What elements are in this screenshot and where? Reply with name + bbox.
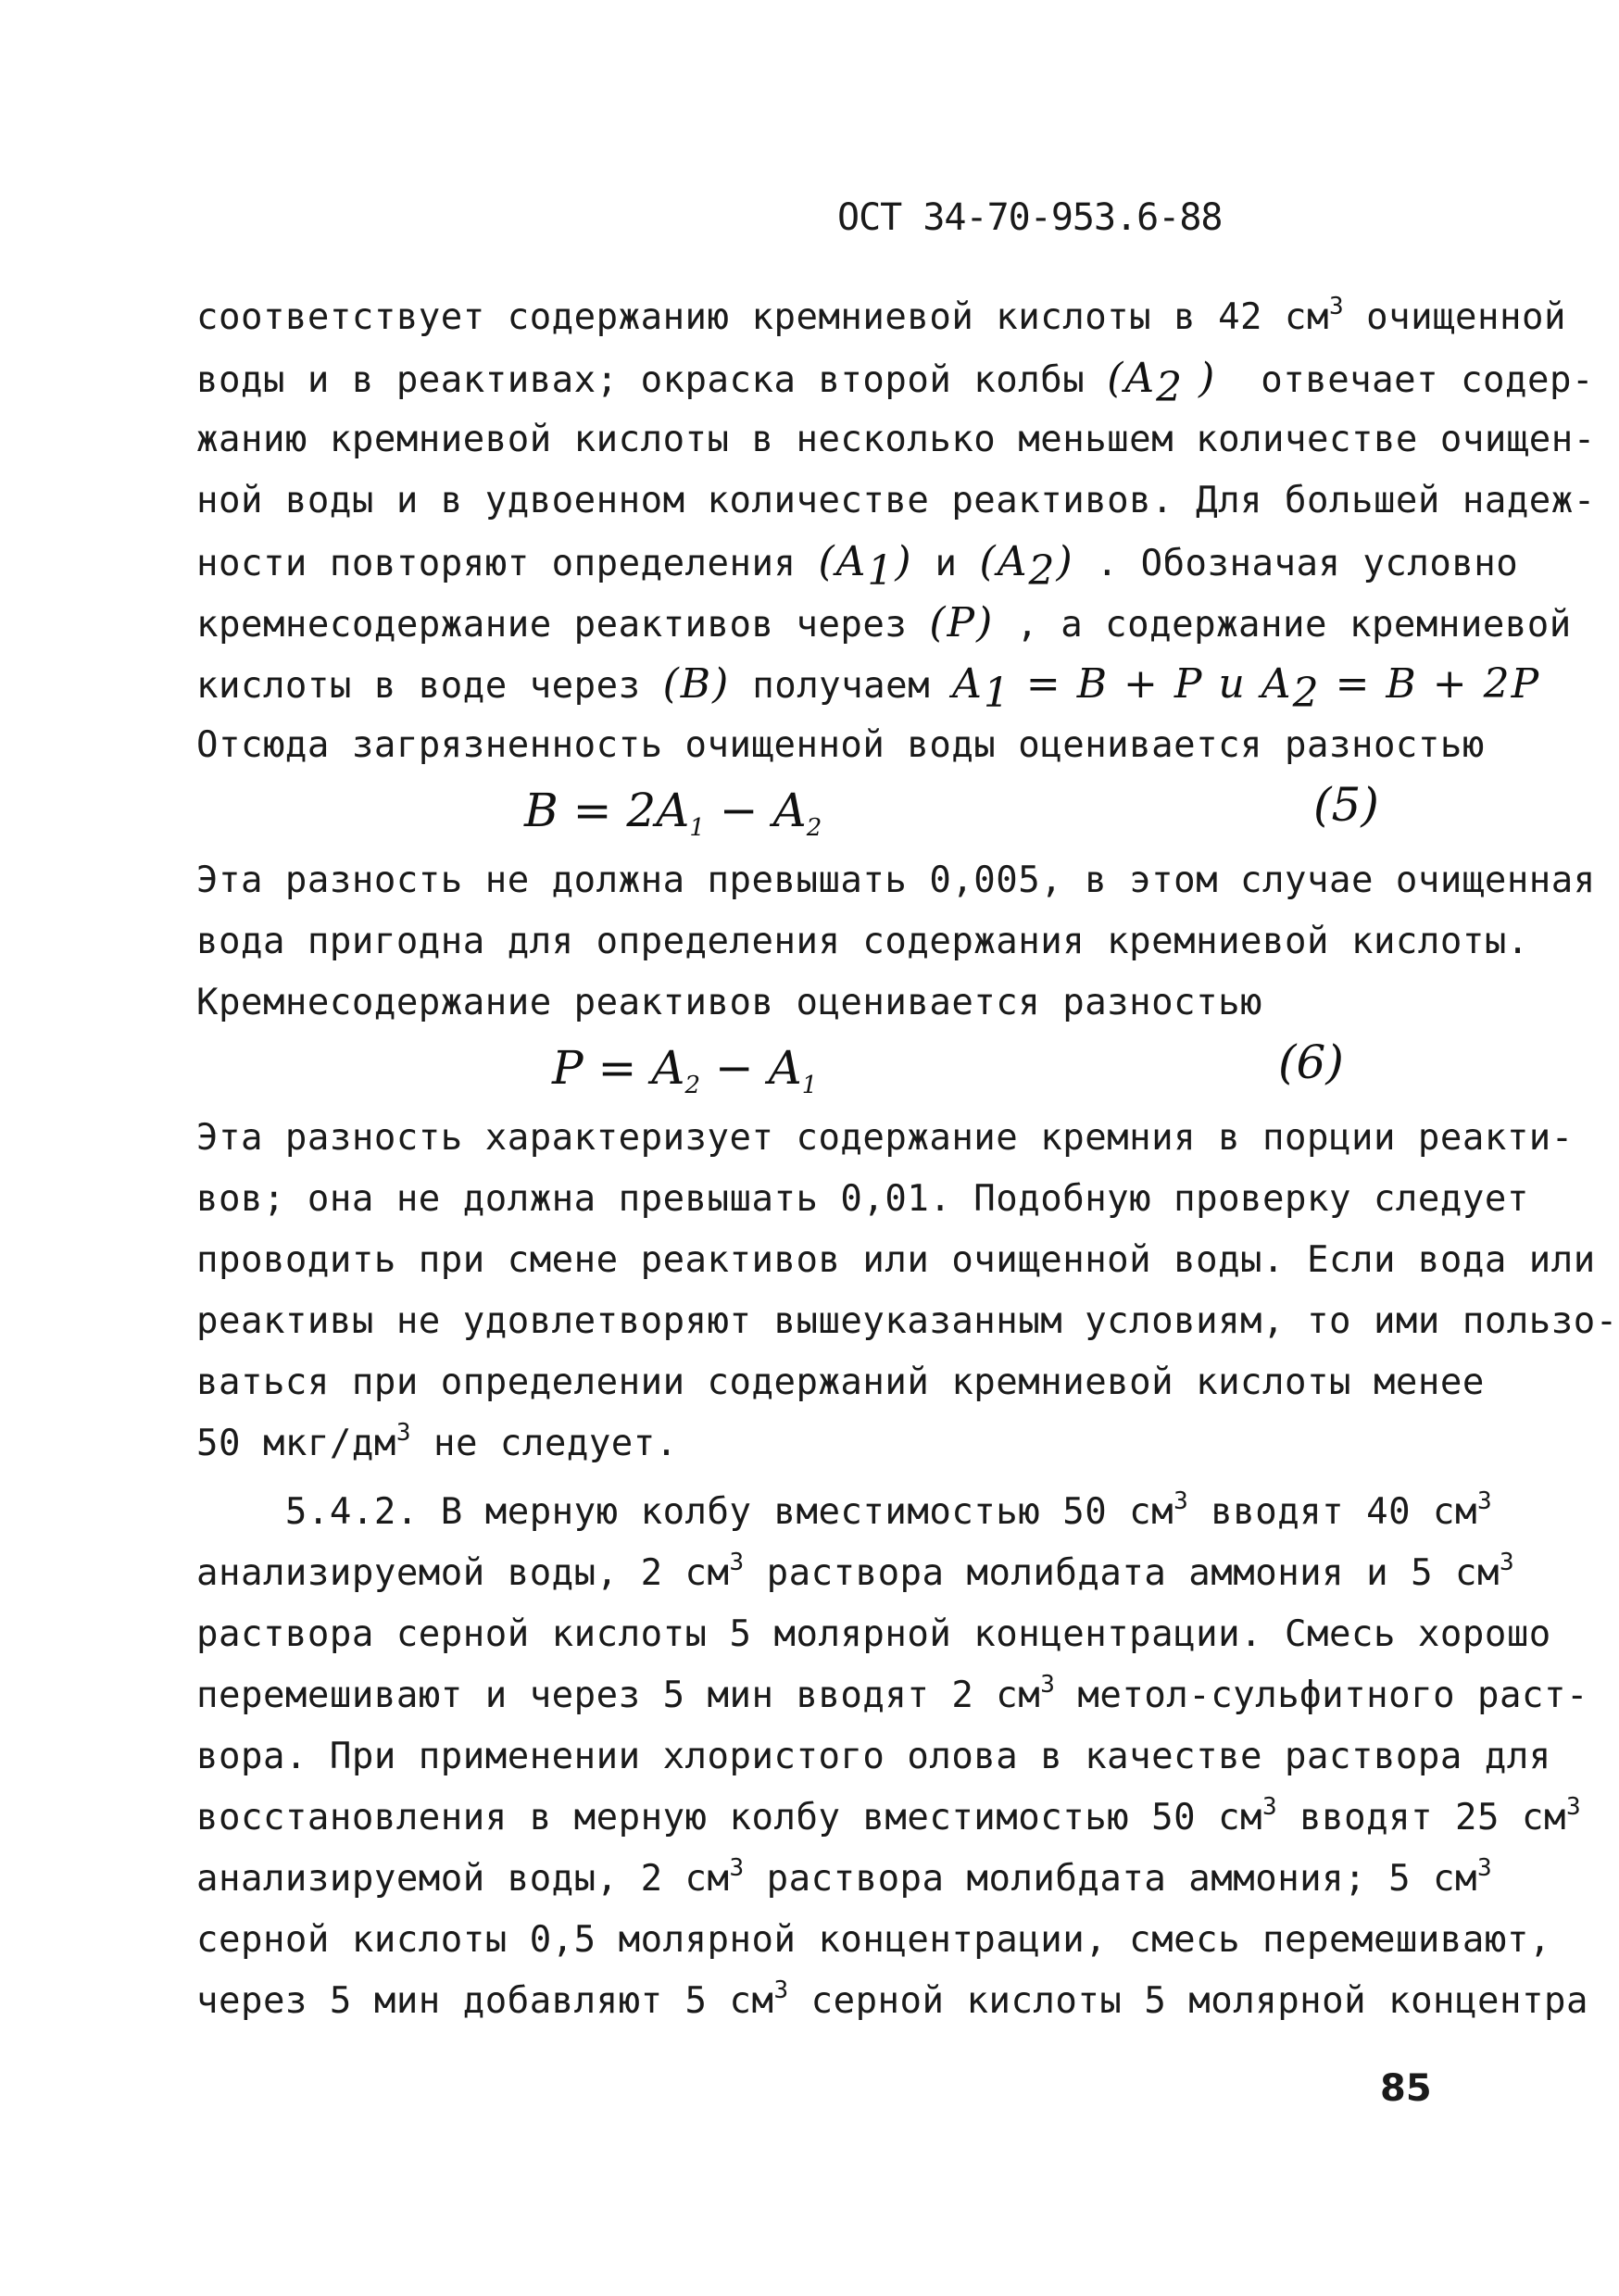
- text-line: вода пригодна для определения содержания кремниевой кислоты.: [196, 921, 1529, 962]
- text-line: раствора серной кислоты 5 молярной концентрации. Смесь хорошо: [196, 1613, 1551, 1655]
- text-line: воды и в реактивах; окраска второй колбы ($A_2$ ) отвечает содер-: [196, 355, 1594, 411]
- text-line: Эта разность не должна превышать 0,005, в этом случае очищенная: [196, 859, 1596, 901]
- text-line: проводить при смене реактивов или очищенной воды. Если вода или: [196, 1239, 1596, 1281]
- text-line: соответствует содержанию кремниевой кислоты в 42 $см^3$ очищенной: [196, 293, 1566, 338]
- formula-5: $B = 2A_1 - A_2$: [524, 784, 822, 842]
- text-line: 50 мкг/$дм^3$ не следует.: [196, 1419, 678, 1464]
- text-line: ной воды и в удвоенном количестве реактивов. Для большей надеж-: [196, 480, 1596, 521]
- document-code-header: ОСТ 34-70-953.6-88: [837, 196, 1223, 239]
- text-line: через 5 мин добавляют 5 $см^3$ серной кислоты 5 молярной концентра: [196, 1976, 1588, 2022]
- text-line: вов; она не должна превышать 0,01. Подобную проверку следует: [196, 1178, 1529, 1220]
- text-line: реактивы не удовлетворяют вышеуказанным условиям, то ими пользо-: [196, 1300, 1618, 1342]
- text-line: Отсюда загрязненность очищенной воды оценивается разностью: [196, 724, 1485, 766]
- text-line: Эта разность характеризует содержание кремния в порции реакти-: [196, 1117, 1574, 1159]
- text-line: 5.4.2. В мерную колбу вместимостью 50 $см^3$ вводят 40 $см^3$: [196, 1487, 1493, 1533]
- text-line: анализируемой воды, 2 $см^3$ раствора молибдата аммония; 5 $см^3$: [196, 1854, 1493, 1900]
- equation-number-6: (6): [1278, 1035, 1344, 1089]
- text-line: кремнесодержание реактивов через (P) , а содержание кремниевой: [196, 599, 1572, 646]
- text-line: восстановления в мерную колбу вместимостью 50 $см^3$ вводят 25 $см^3$: [196, 1793, 1582, 1838]
- text-line: перемешивают и через 5 мин вводят 2 $см^3$ метол-сульфитного раст-: [196, 1671, 1588, 1716]
- formula-6: $P = A_2 - A_1$: [552, 1041, 818, 1099]
- text-line: ности повторяют определения $(A_1)$ и $(A_2)$ . Обозначая условно: [196, 538, 1519, 595]
- text-line: жанию кремниевой кислоты в несколько меньшем количестве очищен-: [196, 419, 1596, 460]
- text-line: анализируемой воды, 2 $см^3$ раствора молибдата аммония и 5 $см^3$: [196, 1549, 1515, 1594]
- text-line: кислоты в воде через (B) получаем $A_1 = B + P$ и $A_2 = B + 2P$: [196, 660, 1541, 717]
- equation-number-5: (5): [1313, 778, 1379, 832]
- text-line: вора. При применении хлористого олова в качестве раствора для: [196, 1736, 1551, 1777]
- page-number: 85: [1380, 2067, 1432, 2110]
- text-line: серной кислоты 0,5 молярной концентрации, смесь перемешивают,: [196, 1919, 1551, 1961]
- text-line: ваться при определении содержаний кремниевой кислоты менее: [196, 1361, 1485, 1403]
- text-line: Кремнесодержание реактивов оценивается разностью: [196, 982, 1263, 1023]
